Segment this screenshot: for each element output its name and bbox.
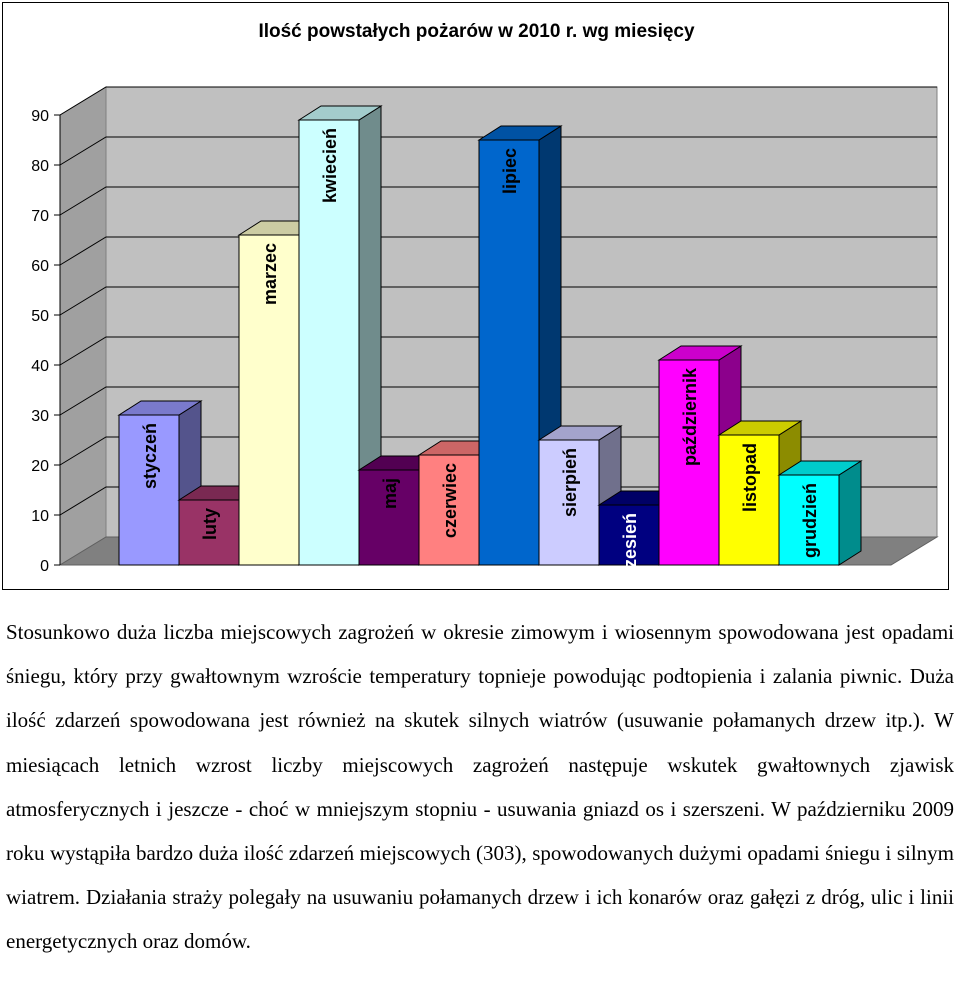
y-tick-label: 60 xyxy=(31,258,49,275)
bar-chart xyxy=(3,3,950,591)
y-tick-label: 70 xyxy=(31,208,49,225)
y-tick-label: 20 xyxy=(31,458,49,475)
bar-label: grudzień xyxy=(800,483,820,558)
side-wall xyxy=(60,87,106,565)
y-axis-ticks xyxy=(31,108,60,575)
bar-label: maj xyxy=(380,478,400,510)
bar-label: styczeń xyxy=(140,423,160,490)
bar-label: październik xyxy=(680,368,700,467)
description-paragraph: Stosunkowo duża liczba miejscowych zagrożeń w okresie zimowym i wiosennym spowodowana jest opadami śniegu, który przy gwałtownym wzroście temperatury topnieje powodując podtopienia i zalania piwnic. Duża ilość zdarzeń spowodowana jest również na skutek silnych wiatrów (usuwanie połamanych drzew itp.). W miesiącach letnich wzrost liczby miejscowych zagrożeń następuje wskutek gwałtownych zjawisk atmosferycznych i jeszcze - choć w mniejszym stopniu - usuwania gniazd os i szerszeni. W październiku 2009 roku wystąpiła bardzo duża ilość zdarzeń miejscowych (303), spowodowanych dużymi opadami śniegu i silnym wiatrem. Działania straży polegały na usuwaniu połamanych drzew i ich konarów oraz gałęzi z dróg, ulic i linii energetycznych oraz domów. xyxy=(6,620,954,954)
bar-side xyxy=(839,461,861,565)
bar-12 xyxy=(779,461,861,565)
bar-label: marzec xyxy=(260,243,280,306)
bar-label: luty xyxy=(200,508,220,541)
chart-title: Ilość powstałych pożarów w 2010 r. wg miesięcy xyxy=(258,21,695,42)
bar-front xyxy=(479,140,539,565)
chart-frame xyxy=(2,2,949,590)
y-tick-label: 50 xyxy=(31,308,49,325)
bar-label: czerwiec xyxy=(440,463,460,539)
y-tick-label: 30 xyxy=(31,408,49,425)
bar-label: kwiecień xyxy=(320,128,340,204)
y-tick-label: 40 xyxy=(31,358,49,375)
y-tick-label: 80 xyxy=(31,158,49,175)
bar-label: sierpień xyxy=(560,448,580,518)
y-tick-label: 0 xyxy=(40,558,49,575)
y-tick-label: 90 xyxy=(31,108,49,125)
y-tick-label: 10 xyxy=(31,508,49,525)
bar-label: listopad xyxy=(740,443,760,513)
bar-label: lipiec xyxy=(500,148,520,195)
bar-label: wrzesień xyxy=(620,513,640,590)
